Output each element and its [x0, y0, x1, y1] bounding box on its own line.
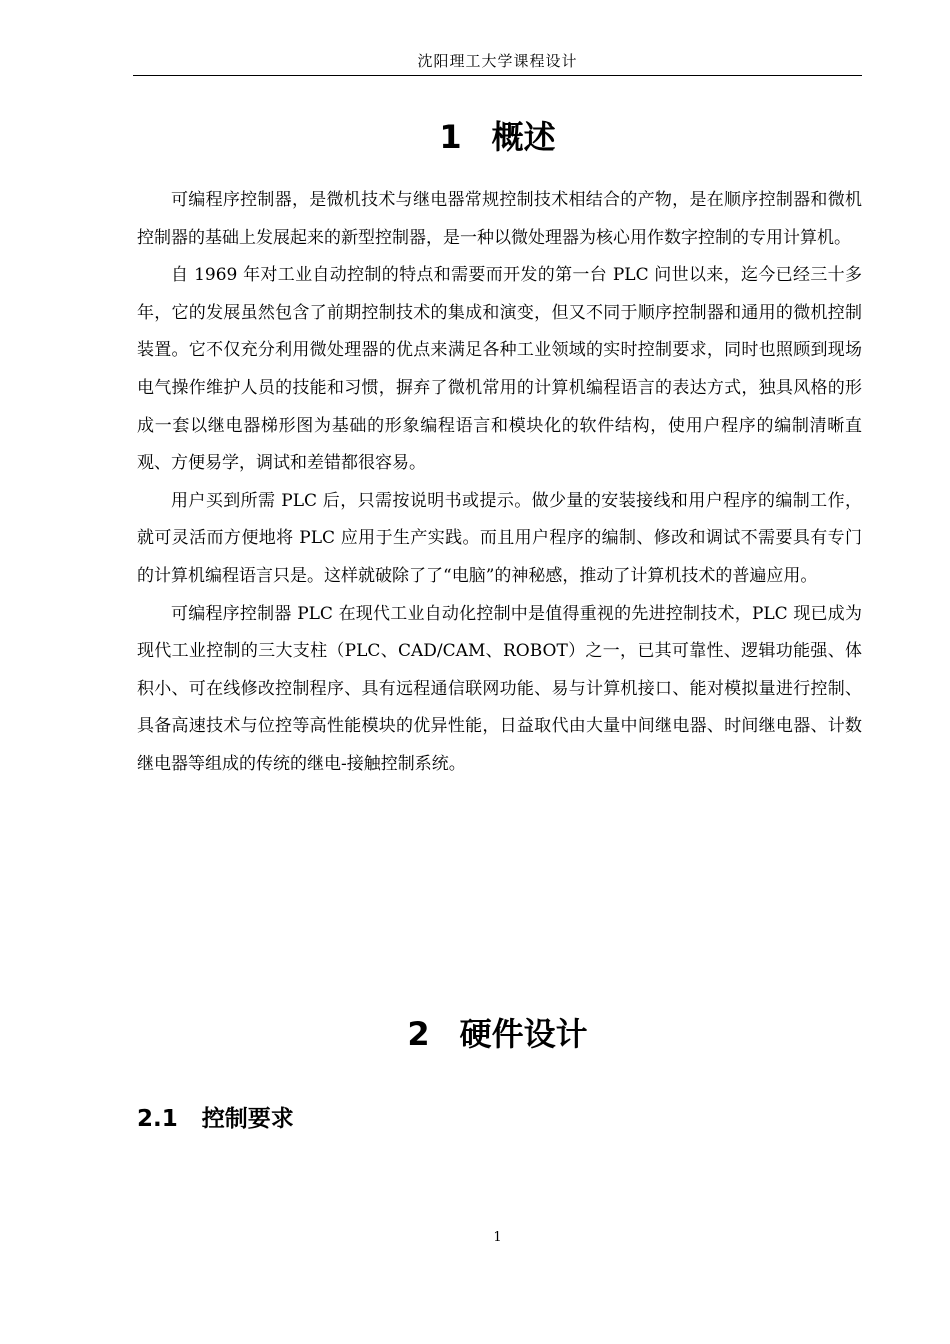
paragraph-2: 自 1969 年对工业自动控制的特点和需要而开发的第一台 PLC 问世以来，迄今已经三十多年，它的发展虽然包含了前期控制技术的集成和演变，但又不同于顺序控制器和通用的微机控制装置。它不仅充分利用微处理器的优点来满足各种工业领域的实时控制要求，同时也照顾到现场电气操作维护人员的技能和习惯，摒弃了微机常用的计算机编程语言的表达方式，独具风格的形成一套以继电器梯形图为基础的形象编程语言和模块化的软件结构，使用户程序的编制清晰直观、方便易学，调试和差错都很容易。 — [137, 265, 862, 474]
running-header: 沈阳理工大学课程设计 — [417, 52, 578, 70]
chapter-1-body — [137, 182, 862, 784]
chapter-2-title: 硬件设计 — [459, 1015, 588, 1053]
paragraph-3: 用户买到所需 PLC 后，只需按说明书或提示。做少量的安装接线和用户程序的编制工作，就可灵活而方便地将 PLC 应用于生产实践。而且用户程序的编制、修改和调试不需要具有专门的计算机编程语言只是。这样就破除了了“电脑”的神秘感，推动了计算机技术的普遍应用。 — [137, 490, 862, 586]
page-number: 1 — [493, 1230, 502, 1245]
chapter-1-number: 1 — [439, 118, 462, 156]
paragraph-1: 可编程序控制器，是微机技术与继电器常规控制技术相结合的产物，是在顺序控制器和微机控制器的基础上发展起来的新型控制器，是一种以微处理器为核心用作数字控制的专用计算机。 — [137, 190, 862, 248]
section-2-1-title: 控制要求 — [201, 1106, 294, 1132]
section-2-1-number: 2.1 — [137, 1106, 178, 1132]
chapter-1-title: 概述 — [491, 118, 556, 156]
chapter-2-heading — [133, 1014, 862, 1054]
paragraph-4: 可编程序控制器 PLC 在现代工业自动化控制中是值得重视的先进控制技术，PLC 现已成为现代工业控制的三大支柱（PLC、CAD/CAM、ROBOT）之一，已其可靠性、逻辑功能强、体积小、可在线修改控制程序、具有远程通信联网功能、易与计算机接口、能对模拟量进行控制、具备高速技术与位控等高性能模块的优异性能，日益取代由大量中间继电器、时间继电器、计数继电器等组成的传统的继电-接触控制系统。 — [137, 603, 862, 774]
chapter-2-number: 2 — [407, 1015, 430, 1053]
header-rule — [133, 75, 862, 76]
section-2-1-heading — [137, 1103, 294, 1135]
chapter-1-heading — [133, 117, 862, 157]
